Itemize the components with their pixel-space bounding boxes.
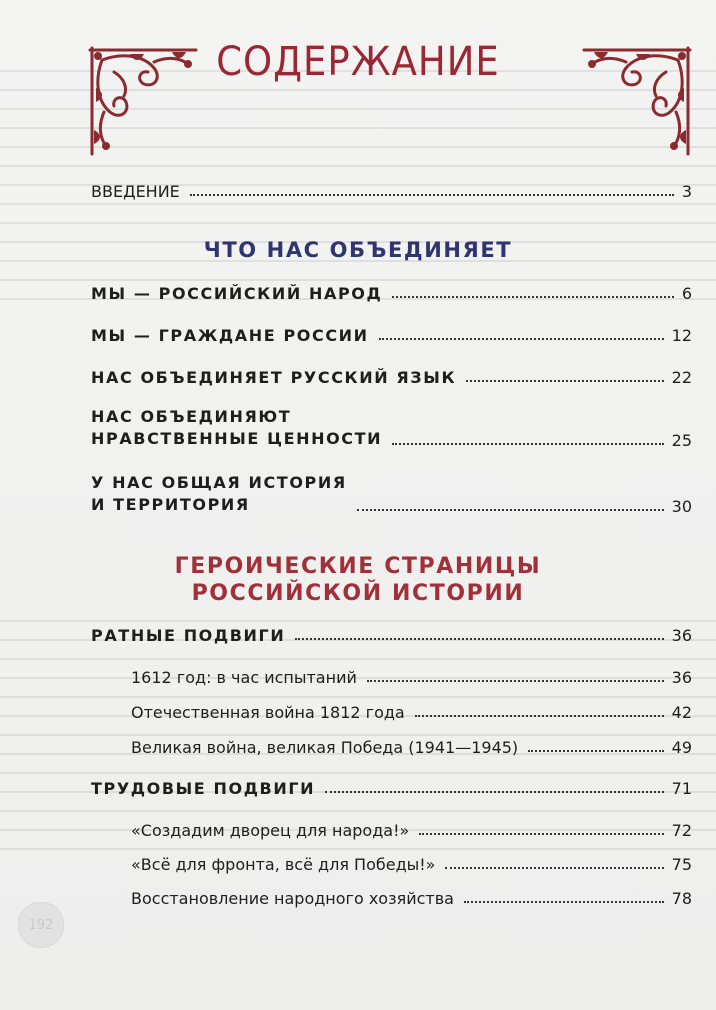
- toc-entry[interactable]: [91, 472, 692, 516]
- toc-entry-page: 30: [671, 497, 692, 516]
- toc-subentry[interactable]: [131, 738, 692, 757]
- toc-entry-label: «Создадим дворец для народа!»: [131, 821, 410, 840]
- toc-entry-label: Восстановление народного хозяйства: [131, 889, 454, 908]
- dot-leader: [367, 680, 664, 682]
- toc-entry-label-line: И ТЕРРИТОРИЯ: [91, 495, 250, 514]
- toc-subentry[interactable]: [131, 855, 692, 874]
- toc-entry-label: 1612 год: в час испытаний: [131, 668, 357, 687]
- toc-entry-page: 25: [671, 431, 692, 450]
- page-title: СОДЕРЖАНИЕ: [216, 38, 500, 85]
- toc-subentry[interactable]: [131, 889, 692, 908]
- toc-entry-label: НАС ОБЪЕДИНЯЕТ РУССКИЙ ЯЗЫК: [91, 368, 457, 387]
- toc-entry[interactable]: [91, 326, 692, 345]
- toc-entry-label: ТРУДОВЫЕ ПОДВИГИ: [91, 779, 316, 798]
- toc-entry[interactable]: [91, 284, 692, 303]
- toc-entry-military[interactable]: [91, 626, 692, 645]
- toc-entry-label: Отечественная война 1812 года: [131, 703, 405, 722]
- toc-entry-page: 12: [671, 326, 692, 345]
- toc-entry-page: 3: [681, 182, 692, 201]
- toc-entry-label: [91, 406, 382, 450]
- dot-leader: [190, 194, 674, 196]
- dot-leader: [357, 509, 664, 511]
- toc-entry[interactable]: [91, 368, 692, 387]
- toc-subentry[interactable]: [131, 668, 692, 687]
- section-title-line: ГЕРОИЧЕСКИЕ СТРАНИЦЫ: [174, 554, 542, 579]
- toc-entry-page: 75: [671, 855, 692, 874]
- dot-leader: [379, 338, 664, 340]
- toc-entry-label: [91, 472, 347, 516]
- toc-entry-page: 72: [671, 821, 692, 840]
- toc-entry-page: 6: [681, 284, 692, 303]
- dot-leader: [295, 638, 663, 640]
- toc-entry-page: 22: [671, 368, 692, 387]
- dot-leader: [325, 791, 664, 793]
- dot-leader: [392, 296, 673, 298]
- section-title: [0, 553, 716, 607]
- section-title-line: РОССИЙСКОЙ ИСТОРИИ: [191, 581, 525, 606]
- dot-leader: [392, 443, 664, 445]
- toc-entry-label: ВВЕДЕНИЕ: [91, 182, 180, 201]
- page-number-badge: 192: [18, 902, 64, 948]
- toc-entry-page: 49: [671, 738, 692, 757]
- toc-subentry[interactable]: [131, 821, 692, 840]
- section-title: ЧТО НАС ОБЪЕДИНЯЕТ: [203, 238, 513, 262]
- dot-leader: [445, 867, 663, 869]
- toc-entry-label: «Всё для фронта, всё для Победы!»: [131, 855, 436, 874]
- dot-leader: [464, 901, 664, 903]
- toc-entry[interactable]: [91, 406, 692, 450]
- toc-entry-intro[interactable]: [91, 182, 692, 201]
- toc-entry-label: МЫ — ГРАЖДАНЕ РОССИИ: [91, 326, 369, 345]
- toc-entry-page: 42: [671, 703, 692, 722]
- toc-entry-page: 36: [671, 668, 692, 687]
- toc-entry-labour[interactable]: [91, 779, 692, 798]
- toc-entry-page: 78: [671, 889, 692, 908]
- dot-leader: [419, 833, 663, 835]
- toc-entry-label: РАТНЫЕ ПОДВИГИ: [91, 626, 286, 645]
- toc-entry-label: Великая война, великая Победа (1941—1945): [131, 738, 519, 757]
- toc-entry-page: 71: [671, 779, 692, 798]
- toc-entry-label-line: НРАВСТВЕННЫЕ ЦЕННОСТИ: [91, 429, 383, 448]
- toc-entry-label: МЫ — РОССИЙСКИЙ НАРОД: [91, 284, 383, 303]
- toc-entry-label-line: У НАС ОБЩАЯ ИСТОРИЯ: [91, 473, 347, 492]
- dot-leader: [415, 715, 664, 717]
- dot-leader: [466, 380, 664, 382]
- toc-subentry[interactable]: [131, 703, 692, 722]
- toc-entry-page: 36: [671, 626, 692, 645]
- dot-leader: [528, 750, 663, 752]
- toc-entry-label-line: НАС ОБЪЕДИНЯЮТ: [91, 407, 292, 426]
